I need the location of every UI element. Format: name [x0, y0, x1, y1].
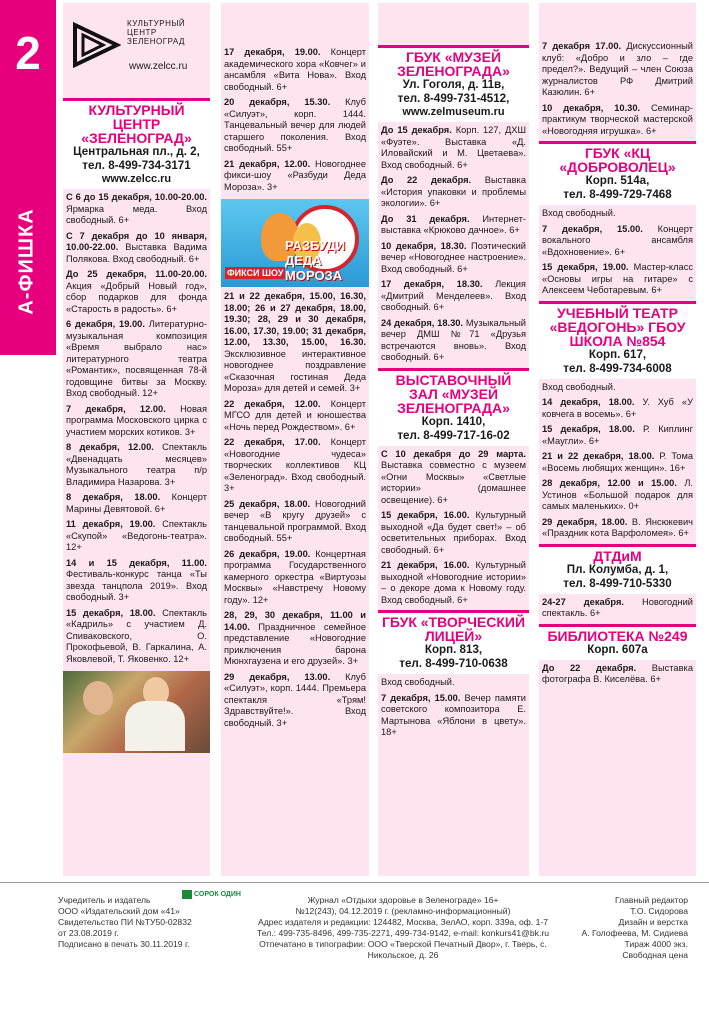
imprint-middle: Журнал «Отдыхи здоровье в Зеленограде» 16+ №12(243), 04.12.2019 г. (рекламно-информационный) Адрес издателя и редакции: 124482, Москва, ЗелАО, корп. 339а, оф. 1-7 Тел.: 499-735-8496, 499-735-2271, 499-734-9142, e-mail: konkurs41@bk.ru Отпечатано в типографии: ООО «Тверской Печатный Двор», г. Тверь, с. Никольское, д. 26 [257, 895, 549, 960]
cc-logo [63, 3, 210, 98]
event-item: 15 декабря, 18.00. Спектакль «Кадриль» с участием Д. Спиваковского, О. Прокофьевой, В. Гаркалина, А. Яковлевой, Т. Яковенко. 12+ [66, 607, 207, 664]
venue-name: ВЫСТАВОЧНЫЙ ЗАЛ «МУЗЕЙ ЗЕЛЕНОГРАДА» [395, 371, 512, 416]
column-3 [378, 3, 529, 876]
venue-name: ГБУК «КЦ «ДОБРОВОЛЕЦ» [559, 145, 676, 175]
event-item: 15 декабря, 19.00. Мастер-класс «Основы игры на гитаре» с Алексеем Чеботаревым. 6+ [542, 262, 693, 295]
event-item: С 10 декабря до 29 марта. Выставка совместно с музеем «Огни Москвы» «Светлые истории» (домашнее освещение). 6+ [381, 448, 526, 505]
fixie-show-poster [221, 199, 369, 287]
publisher-brand: СОРОК ОДИН [182, 889, 241, 900]
event-item: 14 и 15 декабря, 11.00. Фестиваль-конкурс танца «Ты звезда танцпола 2019». Вход свободный. 3+ [66, 557, 207, 602]
event-item: 25 декабря, 18.00. Новогодний вечер «В кругу друзей» с танцевальной программой. Вход свободный. 55+ [224, 498, 366, 543]
cc-logo-text: КУЛЬТУРНЫЙ ЦЕНТР ЗЕЛЕНОГРАД [127, 19, 186, 46]
venue-phone: тел. 8-499-710-5330 [563, 576, 672, 590]
event-item: 28, 29, 30 декабря, 11.00 и 14.00. Праздничное семейное представление «Новогодние приключения барона Мюнхгаузена и его друзей». 3+ [224, 610, 366, 666]
venue-phone: тел. 8-499-729-7468 [563, 188, 672, 201]
venue-address: Корп. 813, [424, 643, 483, 656]
event-item: 20 декабря, 15.30. Клуб «Силуэт», корп. 1444. Танцевальный вечер для людей старшего поколения. Вход свободный. 55+ [224, 97, 366, 153]
event-item: Вход свободный. [381, 677, 455, 687]
event-item: До 15 декабря. Корп. 127, ДХШ «Фуэте». Выставка «Д. Иловайский и М. Цветаева». Вход свободный. 6+ [381, 125, 527, 170]
event-item: До 22 декабря. Выставка фотографа В. Киселёва. 6+ [542, 662, 693, 684]
cc-logo-url: www.zelcc.ru [129, 61, 188, 72]
event-item: 7 декабря, 12.00. Новая программа Московского цирка с участием морских котиков. 3+ [66, 403, 207, 437]
event-item: 24-27 декабря. Новогодний спектакль. 6+ [542, 596, 693, 618]
poster-title: РАЗБУДИ ДЕДА МОРОЗА [285, 238, 346, 283]
event-item: 11 декабря, 19.00. Спектакль «Скупой» «Ведогонь-театра». 12+ [66, 519, 207, 552]
venue-name: ГБУК «ТВОРЧЕСКИЙ ЛИЦЕЙ» [381, 614, 526, 644]
event-item: 6 декабря, 19.00. Литературно-музыкальная композиция «Время выбрало нас» литературного театра «Романтик», посвященная 78-й годовщине битвы за Москву. Вход свободный. 12+ [66, 319, 207, 398]
imprint-right: Главный редактор Т.О. Сидорова Дизайн и верстка А. Голофеева, М. Сидиева Тираж 4000 экз. Свободная цена [581, 895, 688, 960]
event-item: 26 декабря, 19.00. Концертная программа Государственного камерного оркестра «Виртуозы Москвы» «Навстречу Новому году». 12+ [224, 548, 366, 605]
venue-dobrovolets [539, 141, 696, 205]
event-item: 7 декабря, 15.00. Вечер памяти советского композитора Е. Мартынова «Яблони в цвету». 18+ [381, 692, 526, 737]
event-item: 17 декабря, 19.00. Концерт академического хора «Ковчег» и ансамбля «Вита Нова». Вход свободный. 6+ [224, 47, 366, 92]
event-item: 8 декабря, 18.00. Концерт Марины Девятовой. 6+ [66, 492, 207, 514]
event-item: До 31 декабря. Интернет-выставка «Крюково дачное». 6+ [381, 213, 526, 235]
venue-name: ДТДиМ [593, 547, 642, 564]
event-item: 17 декабря, 18.30. Лекция «Дмитрий Менделеев». Вход свободный. 6+ [381, 279, 526, 312]
column-4 [539, 3, 696, 876]
event-list [63, 192, 210, 669]
venue-vedogon-theater [539, 301, 696, 379]
venue-phone: тел. 8-499-710-0638 [399, 657, 508, 670]
event-item: 21 и 22 декабря, 15.00, 16.30, 18.00; 26 и 27 декабря, 18.00, 19.30; 28, 29 и 30 декабря, 16.00, 17.30, 19.00; 31 декабря, 12.00, 13.30, 15.00, 16.30. Эксклюзивное интерактивное новогоднее поздравление «Сказочная гостиная Деда Мороза» для детей и семей. 3+ [224, 291, 366, 393]
venue-cc-zelenograd [63, 98, 210, 189]
venue-phone: тел. 8-499-734-3171 [82, 159, 191, 172]
venue-address: Корп. 617, [588, 347, 647, 361]
venue-dtdim [539, 544, 696, 594]
event-item: 29 декабря, 13.00. Клуб «Силуэт», корп. 1444. Премьера спектакля «Трям! Здравствуйте!». Вход свободный. 3+ [224, 671, 366, 728]
venue-name: БИБЛИОТЕКА №249 [547, 627, 688, 644]
poster-badge: ФИКСИ ШОУ [227, 268, 284, 278]
venue-creative-lyceum [378, 610, 529, 674]
event-item: Вход свободный. [542, 381, 616, 392]
imprint-left: Учредитель и издатель ООО «Издательский дом «41» Свидетельство ПИ №ТУ50-02832 от 23.08.2019 г. Подписано в печать 30.11.2019 г. [58, 895, 192, 949]
event-item: 15 декабря, 18.00. Р. Киплинг «Маугли». 6+ [542, 424, 693, 446]
venue-library-249 [539, 624, 696, 660]
venue-museum [378, 45, 529, 122]
venue-phone: тел. 8-499-717-16-02 [397, 428, 510, 442]
section-sidebar [0, 0, 56, 355]
theater-photo [63, 671, 210, 753]
venue-name: ГБУК «МУЗЕЙ ЗЕЛЕНОГРАДА» [397, 49, 510, 79]
event-item: 14 декабря, 18.00. У. Хуб «У ковчега в восемь». 6+ [542, 397, 693, 419]
venue-phone: тел. 8-499-731-4512, [397, 92, 510, 105]
venue-phone: тел. 8-499-734-6008 [563, 361, 672, 375]
event-item: 21 декабря, 12.00. Новогоднее фикси-шоу «Разбуди Деда Мороза». 3+ [224, 158, 366, 192]
venue-address: Пл. Колумба, д. 1, [566, 562, 669, 576]
venue-address: Корп. 514а, [585, 174, 650, 187]
event-item: 21 декабря, 16.00. Культурный выходной «Новогодние истории» – о декоре дома к Новому году. Вход свободный. 6+ [381, 560, 526, 605]
event-item: 22 декабря, 17.00. Концерт «Новогодние чудеса» творческих коллективов КЦ «Зеленоград». Вход свободный. 3+ [224, 437, 366, 493]
event-item: 8 декабря, 12.00. Спектакль «Двенадцать месяцев» Музыкального театра п/р Владимира Назарова. 3+ [66, 442, 207, 487]
page-number: 2 [15, 27, 41, 79]
event-item: 10 декабря, 18.30. Поэтический вечер «Новогоднее настроение». Вход свободный. 6+ [381, 240, 526, 274]
event-item: 28 декабря, 12.00 и 15.00. Л. Устинов «Большой подарок для самых маленьких». 0+ [542, 478, 693, 511]
venue-exhibition-hall [378, 368, 529, 446]
venue-name: КУЛЬТУРНЫЙ ЦЕНТР «ЗЕЛЕНОГРАД» [81, 102, 192, 146]
venue-address: Корп. 1410, [421, 414, 486, 428]
venue-address: Центральная пл., д. 2, [73, 145, 200, 158]
event-item: 21 и 22 декабря, 18.00. Р. Тома «Восемь любящих женщин». 16+ [542, 451, 694, 473]
venue-name: УЧЕБНЫЙ ТЕАТР «ВЕДОГОНЬ» ГБОУ ШКОЛА №854 [549, 304, 686, 349]
imprint-footer [0, 882, 709, 960]
event-item: С 6 до 15 декабря, 10.00-20.00. Ярмарка меда. Вход свободный. 6+ [66, 192, 207, 225]
event-item: 29 декабря, 18.00. В. Янсюкевич «Праздник кота Варфоломея». 6+ [542, 516, 693, 538]
event-item: С 7 декабря до 10 января, 10.00-22.00. Выставка Вадима Полякова. Вход свободный. 6+ [66, 230, 207, 264]
event-item: До 25 декабря, 11.00-20.00. Акция «Добрый Новый год», сбор подарков для фонда «Старость в радость». 6+ [66, 269, 207, 314]
cc-logo-icon [69, 21, 121, 69]
event-item: До 22 декабря. Выставка «История упаковки и проблемы экологии». 6+ [381, 175, 526, 208]
event-item: 7 декабря, 15.00. Концерт вокального ансамбля «Вдохновение». 6+ [542, 223, 693, 257]
column-2 [221, 3, 369, 876]
event-item: 15 декабря, 16.00. Культурный выходной «Да будет свет!» – об осветительных приборах. Вход свободный. 6+ [381, 510, 526, 555]
event-item: Вход свободный. [542, 208, 616, 218]
venue-url: www.zelcc.ru [101, 173, 172, 185]
column-1 [63, 3, 210, 876]
section-title: А-ФИШКА [15, 208, 38, 315]
venue-url: www.zelmuseum.ru [402, 106, 505, 118]
venue-address: Ул. Гоголя, д. 11в, [402, 78, 505, 91]
event-item: 24 декабря, 18.30. Музыкальный вечер ДМШ №71 «Друзья встречаются вновь». Вход свободный. 6+ [381, 317, 526, 362]
event-item: 22 декабря, 12.00. Концерт МГСО для детей и юношества «Ночь перед Рождеством». 6+ [224, 398, 366, 432]
event-item: 7 декабря 17.00. Дискуссионный клуб: «Добро и зло – где предел?». Ведущий – член Союза журналистов РФ Дмитрий Казюлин. 6+ [542, 41, 693, 97]
venue-address: Корп. 607а [587, 642, 648, 656]
event-item: 10 декабря, 10.30. Семинар-практикум творческой мастерской «Новогодняя игрушка». 6+ [542, 102, 693, 136]
